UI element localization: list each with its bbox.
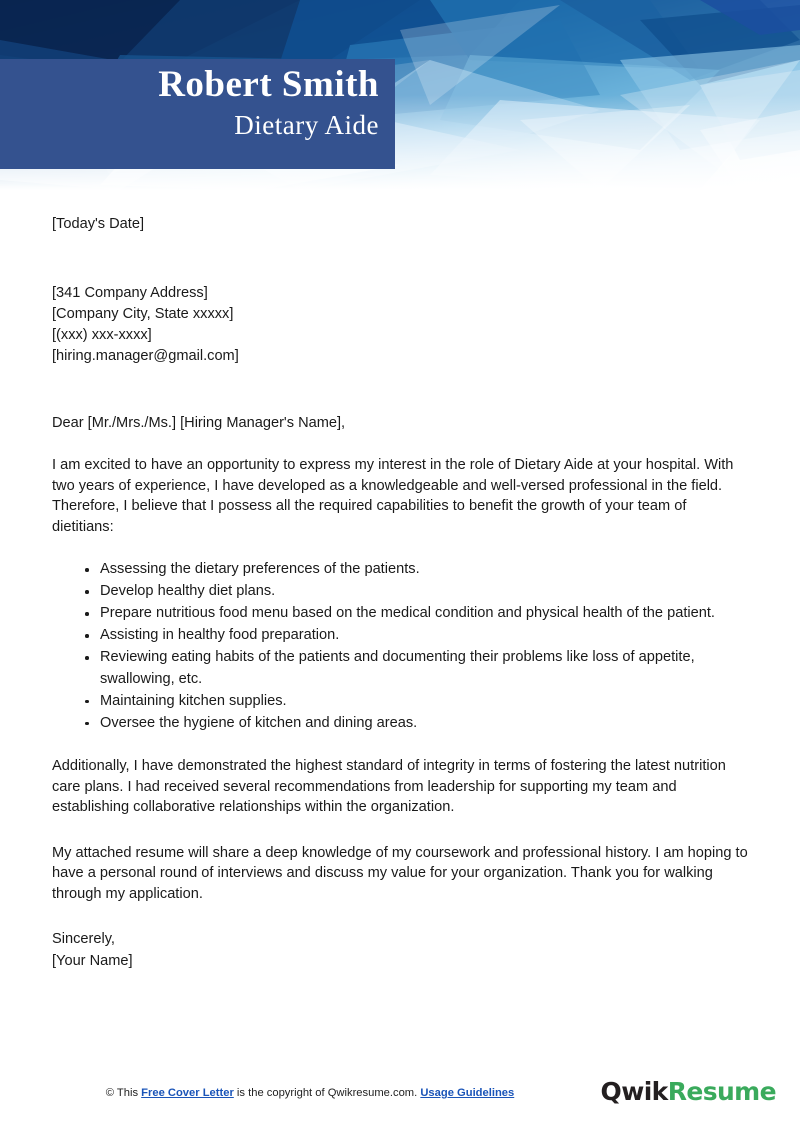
letter-body <box>52 214 748 972</box>
applicant-job-title: Dietary Aide <box>234 110 379 140</box>
additional-paragraph: Additionally, I have demonstrated the highest standard of integrity in terms of fostering the latest nutrition care plans. I had received several recommendations from leadership for supporting my team and establishing collaborative relationships within the organization. <box>52 758 726 815</box>
qwikresume-logo[interactable] <box>601 1077 776 1106</box>
footer-credit <box>0 1087 620 1099</box>
opening-paragraph: I am excited to have an opportunity to express my interest in the role of Dietary Aide at your hospital. With two years of experience, I have developed as a knowledgeable and well-versed professional in the field. Therefore, I believe that I possess all the required capabilities to benefit the growth of your team of dietitians: <box>52 457 734 535</box>
closing-paragraph: My attached resume will share a deep knowledge of my coursework and professional history. I am hoping to have a personal round of interviews and discuss my value for your organization. Thank you for walking through my application. <box>52 844 748 902</box>
applicant-name: Robert Smith <box>158 64 379 105</box>
footer-text-middle: is the copyright of Qwikresume.com. <box>233 1087 421 1099</box>
logo-text-resume: Resume <box>667 1077 776 1106</box>
footer <box>0 1077 800 1117</box>
name-banner <box>0 59 395 169</box>
list-item: Assisting in healthy food preparation. <box>52 625 748 647</box>
sign-off: Sincerely, <box>52 931 115 947</box>
address-line: [341 Company Address] <box>52 284 208 301</box>
copyright-symbol: © <box>105 1087 114 1099</box>
list-item: Oversee the hygiene of kitchen and dining areas. <box>52 713 748 735</box>
address-line: [(xxx) xxx-xxxx] <box>52 326 152 343</box>
recipient-address-block <box>52 283 748 367</box>
list-item: Assessing the dietary preferences of the patients. <box>52 559 748 581</box>
salutation: Dear [Mr./Mrs./Ms.] [Hiring Manager's Name], <box>52 414 346 431</box>
responsibility-list <box>52 559 748 734</box>
address-line: [Company City, State xxxxx] <box>52 305 234 322</box>
list-item: Develop healthy diet plans. <box>52 581 748 603</box>
free-cover-letter-link[interactable]: Free Cover Letter <box>141 1087 234 1099</box>
address-line: [hiring.manager@gmail.com] <box>52 347 239 364</box>
signature-name: [Your Name] <box>52 952 133 969</box>
footer-text-before: This <box>114 1087 142 1099</box>
list-item: Reviewing eating habits of the patients and documenting their problems like loss of appetite, swallowing, etc. <box>52 647 748 690</box>
usage-guidelines-link[interactable]: Usage Guidelines <box>420 1087 515 1099</box>
list-item: Prepare nutritious food menu based on the medical condition and physical health of the patient. <box>52 603 748 625</box>
letter-date: [Today's Date] <box>52 216 145 232</box>
logo-text-qwik: Qwik <box>600 1077 668 1106</box>
list-item: Maintaining kitchen supplies. <box>52 691 748 713</box>
